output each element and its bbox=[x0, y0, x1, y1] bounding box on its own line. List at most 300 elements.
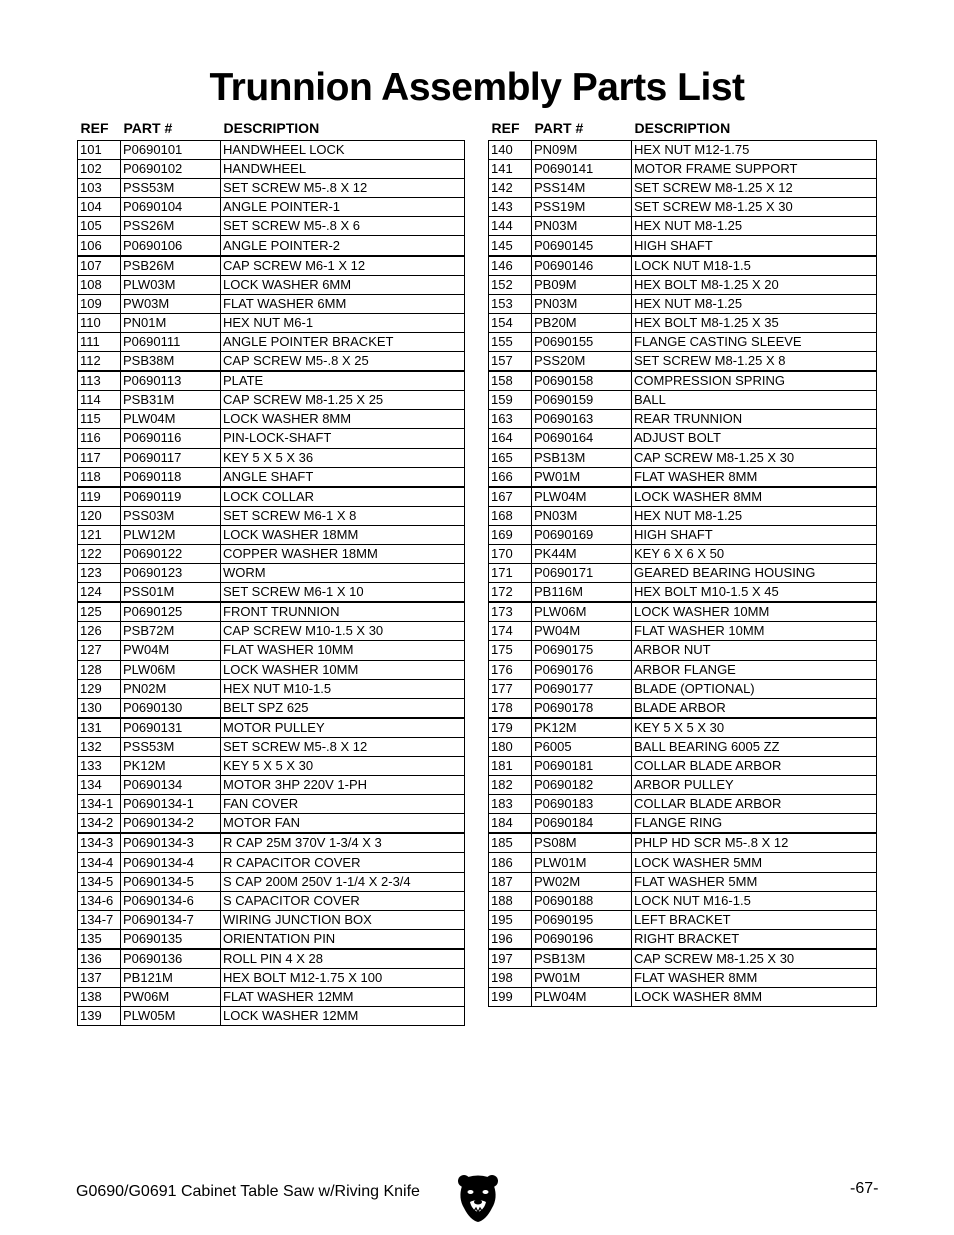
part-number-cell: PLW04M bbox=[532, 988, 632, 1007]
ref-cell: 107 bbox=[78, 256, 121, 276]
description-cell: HIGH SHAFT bbox=[632, 236, 877, 256]
ref-cell: 188 bbox=[489, 891, 532, 910]
description-cell: FLANGE RING bbox=[632, 814, 877, 834]
ref-cell: 197 bbox=[489, 949, 532, 969]
description-header: DESCRIPTION bbox=[634, 120, 731, 136]
part-number-cell: PLW04M bbox=[121, 410, 221, 429]
ref-cell: 122 bbox=[78, 544, 121, 563]
table-row bbox=[78, 660, 465, 679]
part-number-cell: PW01M bbox=[532, 467, 632, 487]
ref-cell: 166 bbox=[489, 467, 532, 487]
description-cell: HEX NUT M10-1.5 bbox=[221, 679, 465, 698]
description-cell: SET SCREW M6-1 X 8 bbox=[221, 506, 465, 525]
part-number-cell: P0690131 bbox=[121, 718, 221, 738]
part-number-cell: P0690158 bbox=[532, 371, 632, 391]
description-cell: FAN COVER bbox=[221, 795, 465, 814]
table-row bbox=[489, 429, 877, 448]
description-cell: ROLL PIN 4 X 28 bbox=[221, 949, 465, 969]
description-cell: CAP SCREW M8-1.25 X 30 bbox=[632, 448, 877, 467]
ref-cell: 116 bbox=[78, 429, 121, 448]
part-number-cell: P0690134-3 bbox=[121, 833, 221, 853]
part-header: PART # bbox=[534, 120, 584, 136]
description-cell: SET SCREW M5-.8 X 12 bbox=[221, 737, 465, 756]
part-number-cell: P0690134-6 bbox=[121, 891, 221, 910]
table-row bbox=[78, 737, 465, 756]
part-number-cell: P0690106 bbox=[121, 236, 221, 256]
description-cell: PIN-LOCK-SHAFT bbox=[221, 429, 465, 448]
description-cell: KEY 6 X 6 X 50 bbox=[632, 544, 877, 563]
ref-cell: 119 bbox=[78, 487, 121, 507]
ref-cell: 195 bbox=[489, 910, 532, 929]
part-number-cell: P0690159 bbox=[532, 391, 632, 410]
ref-cell: 102 bbox=[78, 160, 121, 179]
description-cell: REAR TRUNNION bbox=[632, 410, 877, 429]
description-cell: FLANGE CASTING SLEEVE bbox=[632, 332, 877, 351]
table-row bbox=[78, 891, 465, 910]
description-cell: MOTOR FRAME SUPPORT bbox=[632, 160, 877, 179]
description-cell: BALL BEARING 6005 ZZ bbox=[632, 737, 877, 756]
table-row bbox=[489, 679, 877, 698]
description-cell: S CAPACITOR COVER bbox=[221, 891, 465, 910]
table-row bbox=[78, 833, 465, 853]
table-row bbox=[78, 872, 465, 891]
part-number-cell: PN03M bbox=[532, 217, 632, 236]
part-number-cell: P0690178 bbox=[532, 698, 632, 718]
description-cell: COLLAR BLADE ARBOR bbox=[632, 757, 877, 776]
ref-cell: 143 bbox=[489, 198, 532, 217]
part-number-cell: PN03M bbox=[532, 506, 632, 525]
part-number-cell: PW06M bbox=[121, 988, 221, 1007]
table-row bbox=[489, 236, 877, 256]
description-cell: SET SCREW M8-1.25 X 12 bbox=[632, 179, 877, 198]
part-number-cell: P0690175 bbox=[532, 641, 632, 660]
description-cell: KEY 5 X 5 X 36 bbox=[221, 448, 465, 467]
part-number-cell: PW04M bbox=[532, 622, 632, 641]
description-cell: PLATE bbox=[221, 371, 465, 391]
description-cell: LOCK WASHER 10MM bbox=[632, 602, 877, 622]
part-number-cell: P0690188 bbox=[532, 891, 632, 910]
description-cell: RIGHT BRACKET bbox=[632, 929, 877, 949]
part-number-cell: P0690181 bbox=[532, 757, 632, 776]
part-number-cell: P0690116 bbox=[121, 429, 221, 448]
ref-cell: 120 bbox=[78, 506, 121, 525]
description-cell: FLAT WASHER 12MM bbox=[221, 988, 465, 1007]
ref-cell: 139 bbox=[78, 1007, 121, 1026]
part-number-cell: PK12M bbox=[121, 757, 221, 776]
description-cell: SET SCREW M5-.8 X 6 bbox=[221, 217, 465, 236]
description-cell: LOCK WASHER 6MM bbox=[221, 275, 465, 294]
ref-cell: 165 bbox=[489, 448, 532, 467]
ref-cell: 135 bbox=[78, 929, 121, 949]
parts-table-right-body bbox=[489, 141, 877, 1007]
part-number-cell: P0690155 bbox=[532, 332, 632, 351]
table-row bbox=[78, 410, 465, 429]
part-number-cell: PSB26M bbox=[121, 256, 221, 276]
table-row bbox=[489, 506, 877, 525]
ref-cell: 117 bbox=[78, 448, 121, 467]
part-number-cell: PN03M bbox=[532, 294, 632, 313]
part-number-cell: PSB31M bbox=[121, 391, 221, 410]
ref-cell: 134-7 bbox=[78, 910, 121, 929]
ref-cell: 173 bbox=[489, 602, 532, 622]
description-cell: ORIENTATION PIN bbox=[221, 929, 465, 949]
description-cell: KEY 5 X 5 X 30 bbox=[221, 757, 465, 776]
part-number-cell: P0690101 bbox=[121, 141, 221, 160]
ref-cell: 171 bbox=[489, 564, 532, 583]
part-number-cell: P0690135 bbox=[121, 929, 221, 949]
description-cell: CAP SCREW M8-1.25 X 25 bbox=[221, 391, 465, 410]
table-header-row bbox=[78, 116, 465, 141]
part-number-cell: P0690113 bbox=[121, 371, 221, 391]
ref-cell: 185 bbox=[489, 833, 532, 853]
ref-cell: 103 bbox=[78, 179, 121, 198]
description-cell: HEX BOLT M12-1.75 X 100 bbox=[221, 969, 465, 988]
description-cell: HEX BOLT M10-1.5 X 45 bbox=[632, 583, 877, 603]
part-number-cell: PB09M bbox=[532, 275, 632, 294]
ref-cell: 154 bbox=[489, 313, 532, 332]
description-cell: CAP SCREW M8-1.25 X 30 bbox=[632, 949, 877, 969]
part-number-cell: PSS53M bbox=[121, 179, 221, 198]
ref-cell: 134-6 bbox=[78, 891, 121, 910]
ref-cell: 130 bbox=[78, 698, 121, 718]
part-number-cell: PSB72M bbox=[121, 622, 221, 641]
part-number-cell: PSS01M bbox=[121, 583, 221, 603]
description-header: DESCRIPTION bbox=[223, 120, 320, 136]
table-row bbox=[489, 160, 877, 179]
table-row bbox=[489, 275, 877, 294]
table-row bbox=[78, 969, 465, 988]
table-row bbox=[78, 236, 465, 256]
description-cell: HEX NUT M8-1.25 bbox=[632, 294, 877, 313]
ref-cell: 110 bbox=[78, 313, 121, 332]
description-cell: GEARED BEARING HOUSING bbox=[632, 564, 877, 583]
ref-cell: 172 bbox=[489, 583, 532, 603]
table-row bbox=[78, 988, 465, 1007]
part-number-cell: PLW01M bbox=[532, 853, 632, 872]
description-cell: FLAT WASHER 6MM bbox=[221, 294, 465, 313]
part-number-cell: PSS14M bbox=[532, 179, 632, 198]
table-row bbox=[78, 313, 465, 332]
table-row bbox=[78, 583, 465, 603]
part-number-cell: PLW12M bbox=[121, 525, 221, 544]
part-number-cell: P0690134-5 bbox=[121, 872, 221, 891]
table-row bbox=[78, 256, 465, 276]
table-row bbox=[489, 217, 877, 236]
description-cell: CAP SCREW M5-.8 X 25 bbox=[221, 352, 465, 372]
description-cell: SET SCREW M5-.8 X 12 bbox=[221, 179, 465, 198]
part-number-cell: P0690134 bbox=[121, 776, 221, 795]
part-number-cell: P0690196 bbox=[532, 929, 632, 949]
description-cell: ADJUST BOLT bbox=[632, 429, 877, 448]
ref-cell: 144 bbox=[489, 217, 532, 236]
ref-cell: 187 bbox=[489, 872, 532, 891]
table-row bbox=[489, 641, 877, 660]
table-row bbox=[489, 622, 877, 641]
ref-cell: 177 bbox=[489, 679, 532, 698]
table-row bbox=[78, 198, 465, 217]
description-cell: HEX NUT M6-1 bbox=[221, 313, 465, 332]
ref-cell: 134-2 bbox=[78, 814, 121, 834]
part-number-cell: P0690169 bbox=[532, 525, 632, 544]
description-cell: LOCK WASHER 8MM bbox=[632, 487, 877, 507]
part-number-cell: PLW04M bbox=[532, 487, 632, 507]
table-row bbox=[78, 467, 465, 487]
ref-cell: 138 bbox=[78, 988, 121, 1007]
table-row bbox=[489, 872, 877, 891]
ref-cell: 176 bbox=[489, 660, 532, 679]
table-row bbox=[78, 448, 465, 467]
part-number-cell: P0690134-1 bbox=[121, 795, 221, 814]
ref-cell: 134-5 bbox=[78, 872, 121, 891]
ref-cell: 136 bbox=[78, 949, 121, 969]
ref-cell: 174 bbox=[489, 622, 532, 641]
part-number-cell: P0690134-4 bbox=[121, 853, 221, 872]
description-cell: MOTOR 3HP 220V 1-PH bbox=[221, 776, 465, 795]
table-row bbox=[78, 371, 465, 391]
description-cell: R CAPACITOR COVER bbox=[221, 853, 465, 872]
table-row bbox=[489, 371, 877, 391]
description-cell: HANDWHEEL LOCK bbox=[221, 141, 465, 160]
ref-cell: 108 bbox=[78, 275, 121, 294]
part-number-cell: PSS26M bbox=[121, 217, 221, 236]
parts-table-left bbox=[77, 116, 465, 1026]
description-cell: HEX BOLT M8-1.25 X 35 bbox=[632, 313, 877, 332]
ref-cell: 109 bbox=[78, 294, 121, 313]
ref-cell: 114 bbox=[78, 391, 121, 410]
table-row bbox=[78, 506, 465, 525]
description-cell: LOCK WASHER 8MM bbox=[221, 410, 465, 429]
ref-cell: 134-1 bbox=[78, 795, 121, 814]
part-number-cell: P0690102 bbox=[121, 160, 221, 179]
table-row bbox=[78, 294, 465, 313]
part-number-cell: P0690111 bbox=[121, 332, 221, 351]
table-row bbox=[489, 525, 877, 544]
table-row bbox=[489, 313, 877, 332]
table-row bbox=[78, 429, 465, 448]
description-cell: LOCK COLLAR bbox=[221, 487, 465, 507]
table-row bbox=[78, 679, 465, 698]
table-row bbox=[489, 757, 877, 776]
description-cell: WIRING JUNCTION BOX bbox=[221, 910, 465, 929]
table-header-row bbox=[489, 116, 877, 141]
table-row bbox=[78, 602, 465, 622]
table-row bbox=[78, 217, 465, 236]
ref-cell: 141 bbox=[489, 160, 532, 179]
table-row bbox=[489, 929, 877, 949]
part-number-cell: P0690141 bbox=[532, 160, 632, 179]
description-cell: MOTOR PULLEY bbox=[221, 718, 465, 738]
part-number-cell: P0690163 bbox=[532, 410, 632, 429]
description-cell: HIGH SHAFT bbox=[632, 525, 877, 544]
description-cell: HEX NUT M12-1.75 bbox=[632, 141, 877, 160]
part-number-cell: PLW06M bbox=[121, 660, 221, 679]
table-row bbox=[78, 795, 465, 814]
description-cell: COPPER WASHER 18MM bbox=[221, 544, 465, 563]
description-cell: HEX NUT M8-1.25 bbox=[632, 217, 877, 236]
table-row bbox=[489, 891, 877, 910]
ref-cell: 123 bbox=[78, 564, 121, 583]
description-cell: BLADE ARBOR bbox=[632, 698, 877, 718]
part-number-cell: PW04M bbox=[121, 641, 221, 660]
ref-cell: 184 bbox=[489, 814, 532, 834]
description-cell: BELT SPZ 625 bbox=[221, 698, 465, 718]
table-row bbox=[489, 448, 877, 467]
ref-cell: 106 bbox=[78, 236, 121, 256]
table-row bbox=[78, 1007, 465, 1026]
table-row bbox=[489, 564, 877, 583]
part-number-cell: P0690182 bbox=[532, 776, 632, 795]
ref-cell: 124 bbox=[78, 583, 121, 603]
ref-cell: 134 bbox=[78, 776, 121, 795]
table-row bbox=[489, 544, 877, 563]
description-cell: FRONT TRUNNION bbox=[221, 602, 465, 622]
description-cell: BLADE (OPTIONAL) bbox=[632, 679, 877, 698]
description-cell: R CAP 25M 370V 1-3/4 X 3 bbox=[221, 833, 465, 853]
part-number-cell: PB20M bbox=[532, 313, 632, 332]
table-row bbox=[489, 660, 877, 679]
part-number-cell: P0690136 bbox=[121, 949, 221, 969]
part-number-cell: P0690104 bbox=[121, 198, 221, 217]
ref-cell: 170 bbox=[489, 544, 532, 563]
ref-cell: 167 bbox=[489, 487, 532, 507]
table-row bbox=[489, 256, 877, 276]
part-number-cell: P0690125 bbox=[121, 602, 221, 622]
table-row bbox=[489, 487, 877, 507]
part-number-cell: P0690177 bbox=[532, 679, 632, 698]
ref-header: REF bbox=[491, 120, 520, 136]
description-cell: BALL bbox=[632, 391, 877, 410]
ref-cell: 169 bbox=[489, 525, 532, 544]
description-cell: ARBOR NUT bbox=[632, 641, 877, 660]
page-title: Trunnion Assembly Parts List bbox=[209, 66, 745, 109]
table-row bbox=[78, 641, 465, 660]
part-number-cell: PB121M bbox=[121, 969, 221, 988]
description-cell: LOCK WASHER 5MM bbox=[632, 853, 877, 872]
part-number-cell: PN02M bbox=[121, 679, 221, 698]
table-row bbox=[489, 410, 877, 429]
description-cell: LOCK NUT M18-1.5 bbox=[632, 256, 877, 276]
ref-cell: 127 bbox=[78, 641, 121, 660]
ref-cell: 111 bbox=[78, 332, 121, 351]
part-number-cell: PLW03M bbox=[121, 275, 221, 294]
ref-cell: 104 bbox=[78, 198, 121, 217]
part-number-cell: PN09M bbox=[532, 141, 632, 160]
description-cell: KEY 5 X 5 X 30 bbox=[632, 718, 877, 738]
part-number-cell: P0690145 bbox=[532, 236, 632, 256]
table-row bbox=[78, 544, 465, 563]
table-row bbox=[78, 853, 465, 872]
part-number-cell: P0690134-2 bbox=[121, 814, 221, 834]
description-cell: FLAT WASHER 5MM bbox=[632, 872, 877, 891]
part-number-cell: P0690118 bbox=[121, 467, 221, 487]
ref-cell: 183 bbox=[489, 795, 532, 814]
table-row bbox=[78, 622, 465, 641]
table-row bbox=[78, 757, 465, 776]
table-row bbox=[489, 737, 877, 756]
table-row bbox=[489, 776, 877, 795]
description-cell: SET SCREW M6-1 X 10 bbox=[221, 583, 465, 603]
table-row bbox=[78, 776, 465, 795]
ref-cell: 118 bbox=[78, 467, 121, 487]
part-header: PART # bbox=[123, 120, 173, 136]
description-cell: ANGLE POINTER-1 bbox=[221, 198, 465, 217]
description-cell: LOCK WASHER 12MM bbox=[221, 1007, 465, 1026]
description-cell: MOTOR FAN bbox=[221, 814, 465, 834]
part-number-cell: P0690130 bbox=[121, 698, 221, 718]
table-row bbox=[489, 332, 877, 351]
ref-cell: 155 bbox=[489, 332, 532, 351]
ref-cell: 163 bbox=[489, 410, 532, 429]
part-number-cell: PN01M bbox=[121, 313, 221, 332]
parts-table-left-body bbox=[78, 141, 465, 1026]
description-cell: CAP SCREW M10-1.5 X 30 bbox=[221, 622, 465, 641]
ref-cell: 182 bbox=[489, 776, 532, 795]
table-row bbox=[489, 467, 877, 487]
description-cell: COMPRESSION SPRING bbox=[632, 371, 877, 391]
description-cell: FLAT WASHER 10MM bbox=[221, 641, 465, 660]
table-row bbox=[78, 275, 465, 294]
ref-cell: 180 bbox=[489, 737, 532, 756]
table-row bbox=[78, 179, 465, 198]
table-row bbox=[78, 698, 465, 718]
ref-cell: 112 bbox=[78, 352, 121, 372]
table-row bbox=[489, 814, 877, 834]
table-row bbox=[489, 141, 877, 160]
table-row bbox=[489, 391, 877, 410]
ref-cell: 101 bbox=[78, 141, 121, 160]
part-number-cell: PLW06M bbox=[532, 602, 632, 622]
description-cell: S CAP 200M 250V 1-1/4 X 2-3/4 bbox=[221, 872, 465, 891]
ref-cell: 145 bbox=[489, 236, 532, 256]
ref-cell: 121 bbox=[78, 525, 121, 544]
table-row bbox=[489, 949, 877, 969]
table-row bbox=[78, 160, 465, 179]
part-number-cell: P0690123 bbox=[121, 564, 221, 583]
table-row bbox=[489, 583, 877, 603]
table-row bbox=[489, 294, 877, 313]
description-cell: LOCK WASHER 8MM bbox=[632, 988, 877, 1007]
description-cell: SET SCREW M8-1.25 X 30 bbox=[632, 198, 877, 217]
part-number-cell: PSS53M bbox=[121, 737, 221, 756]
description-cell: COLLAR BLADE ARBOR bbox=[632, 795, 877, 814]
ref-cell: 132 bbox=[78, 737, 121, 756]
table-row bbox=[78, 391, 465, 410]
ref-cell: 159 bbox=[489, 391, 532, 410]
table-row bbox=[489, 698, 877, 718]
table-row bbox=[78, 929, 465, 949]
part-number-cell: P0690122 bbox=[121, 544, 221, 563]
part-number-cell: P0690171 bbox=[532, 564, 632, 583]
description-cell: ANGLE POINTER BRACKET bbox=[221, 332, 465, 351]
ref-cell: 134-4 bbox=[78, 853, 121, 872]
part-number-cell: PS08M bbox=[532, 833, 632, 853]
description-cell: HEX BOLT M8-1.25 X 20 bbox=[632, 275, 877, 294]
ref-cell: 164 bbox=[489, 429, 532, 448]
table-row bbox=[489, 988, 877, 1007]
ref-cell: 181 bbox=[489, 757, 532, 776]
description-cell: LOCK WASHER 18MM bbox=[221, 525, 465, 544]
bear-head-logo-icon bbox=[456, 1172, 500, 1224]
ref-cell: 158 bbox=[489, 371, 532, 391]
part-number-cell: PSS03M bbox=[121, 506, 221, 525]
ref-cell: 134-3 bbox=[78, 833, 121, 853]
ref-cell: 178 bbox=[489, 698, 532, 718]
part-number-cell: P0690183 bbox=[532, 795, 632, 814]
description-cell: FLAT WASHER 8MM bbox=[632, 467, 877, 487]
ref-cell: 146 bbox=[489, 256, 532, 276]
description-cell: LOCK WASHER 10MM bbox=[221, 660, 465, 679]
description-cell: FLAT WASHER 8MM bbox=[632, 969, 877, 988]
